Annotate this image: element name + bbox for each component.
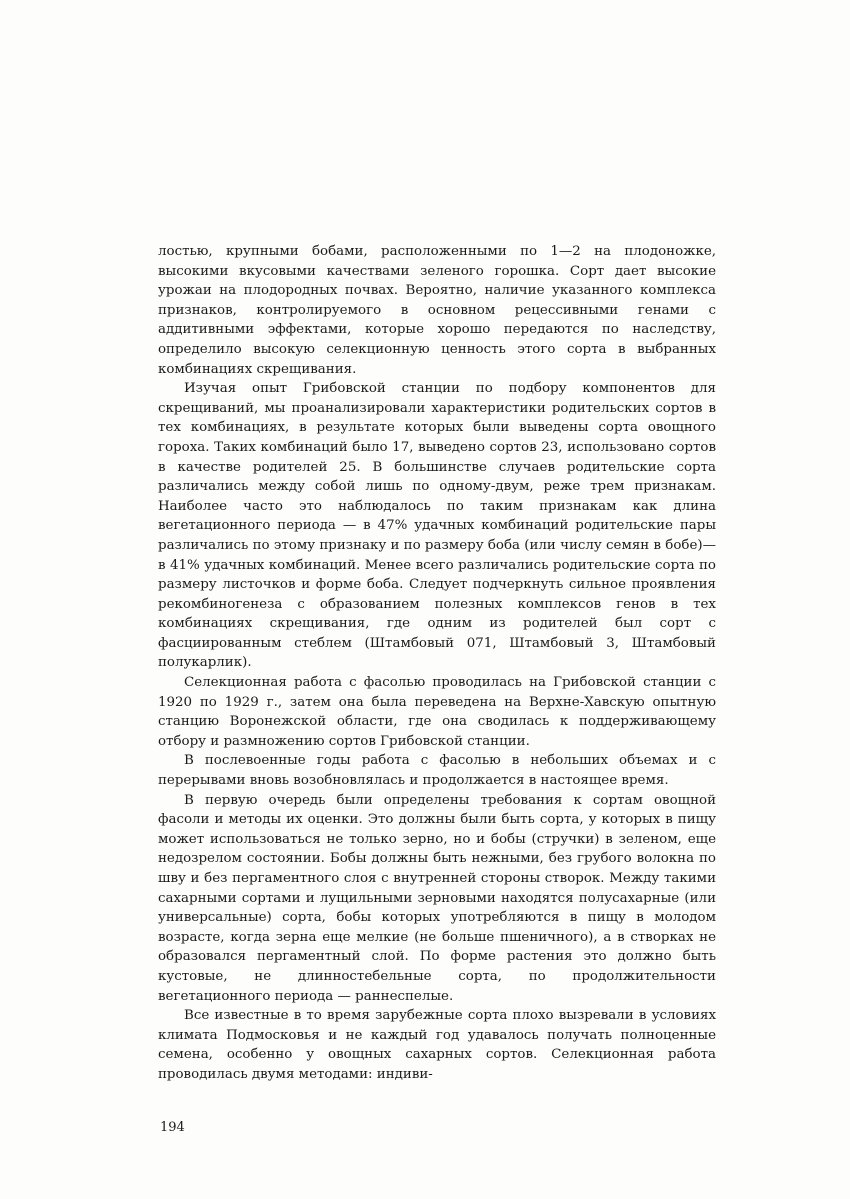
paragraph-4: В послевоенные годы работа с фасолью в небольших объемах и с перерывами вновь возобновлялась и продолжается в настоящее время. <box>158 753 716 789</box>
paragraph-1: лостью, крупными бобами, расположенными по 1—2 на плодоножке, высокими вкусовыми качествами зеленого горошка. Сорт дает высокие урожаи на плодородных почвах. Вероятно, наличие указанного комплекса признаков, контролируемого в основном рецессивными генами с аддитивными эффектами, которые хорошо передаются по наследству, определило высокую селекционную ценность этого сорта в выбранных комбинациях скрещивания. <box>158 244 716 377</box>
paragraph-6: Все известные в то время зарубежные сорта плохо вызревали в условиях климата Подмосковья и не каждый год удавалось получать полноценные семена, особенно у овощных сахарных сортов. Селекционная работа проводилась двумя методами: индиви- <box>158 1008 716 1082</box>
paragraph-3: Селекционная работа с фасолью проводилась на Грибовской станции с 1920 по 1929 г., затем она была переведена на Верхне-Хавскую опытную станцию Воронежской области, где она сводилась к поддерживающему отбору и размножению сортов Грибовской станции. <box>158 675 716 749</box>
page-number: 194 <box>160 1120 185 1135</box>
paragraph-5: В первую очередь были определены требования к сортам овощной фасоли и методы их оценки. Это должны были быть сорта, у которых в пищу может использоваться не только зерно, но и бобы (стручки) в зеленом, еще недозрелом состоянии. Бобы должны быть нежными, без грубого волокна по шву и без пергаментного слоя с внутренней стороны створок. Между такими сахарными сортами и лущильными зерновыми находятся полусахарные (или универсальные) сорта, бобы которых употребляются в пищу в молодом возрасте, когда зерна еще мелкие (не больше пшеничного), а в створках не образовался пергаментный слой. По форме растения это должно быть кустовые, не длинностебельные сорта, по продолжительности вегетационного периода — раннеспелые. <box>158 792 716 1004</box>
paragraph-2: Изучая опыт Грибовской станции по подбору компонентов для скрещиваний, мы проанализировали характеристики родительских сортов в тех комбинациях, в результате которых были выведены сорта овощного гороха. Таких комбинаций было 17, выведено сортов 23, использовано сортов в качестве родителей 25. В большинстве случаев родительские сорта различались между собой лишь по одному-двум, реже трем признакам. Наиболее часто это наблюдалось по таким признакам как длина вегетационного периода — в 47% удачных комбинаций родительские пары различались по этому признаку и по размеру боба (или числу семян в бобе)— в 41% удачных комбинаций. Менее всего различались родительские сорта по размеру листочков и форме боба. Следует подчеркнуть сильное проявления рекомбиногенеза с образованием полезных комплексов генов в тех комбинациях скрещивания, где одним из родителей был сорт с фасциированным стеблем (Штамбовый 071, Штамбовый 3, Штамбовый полукарлик). <box>158 381 717 671</box>
body-text <box>158 242 716 1085</box>
